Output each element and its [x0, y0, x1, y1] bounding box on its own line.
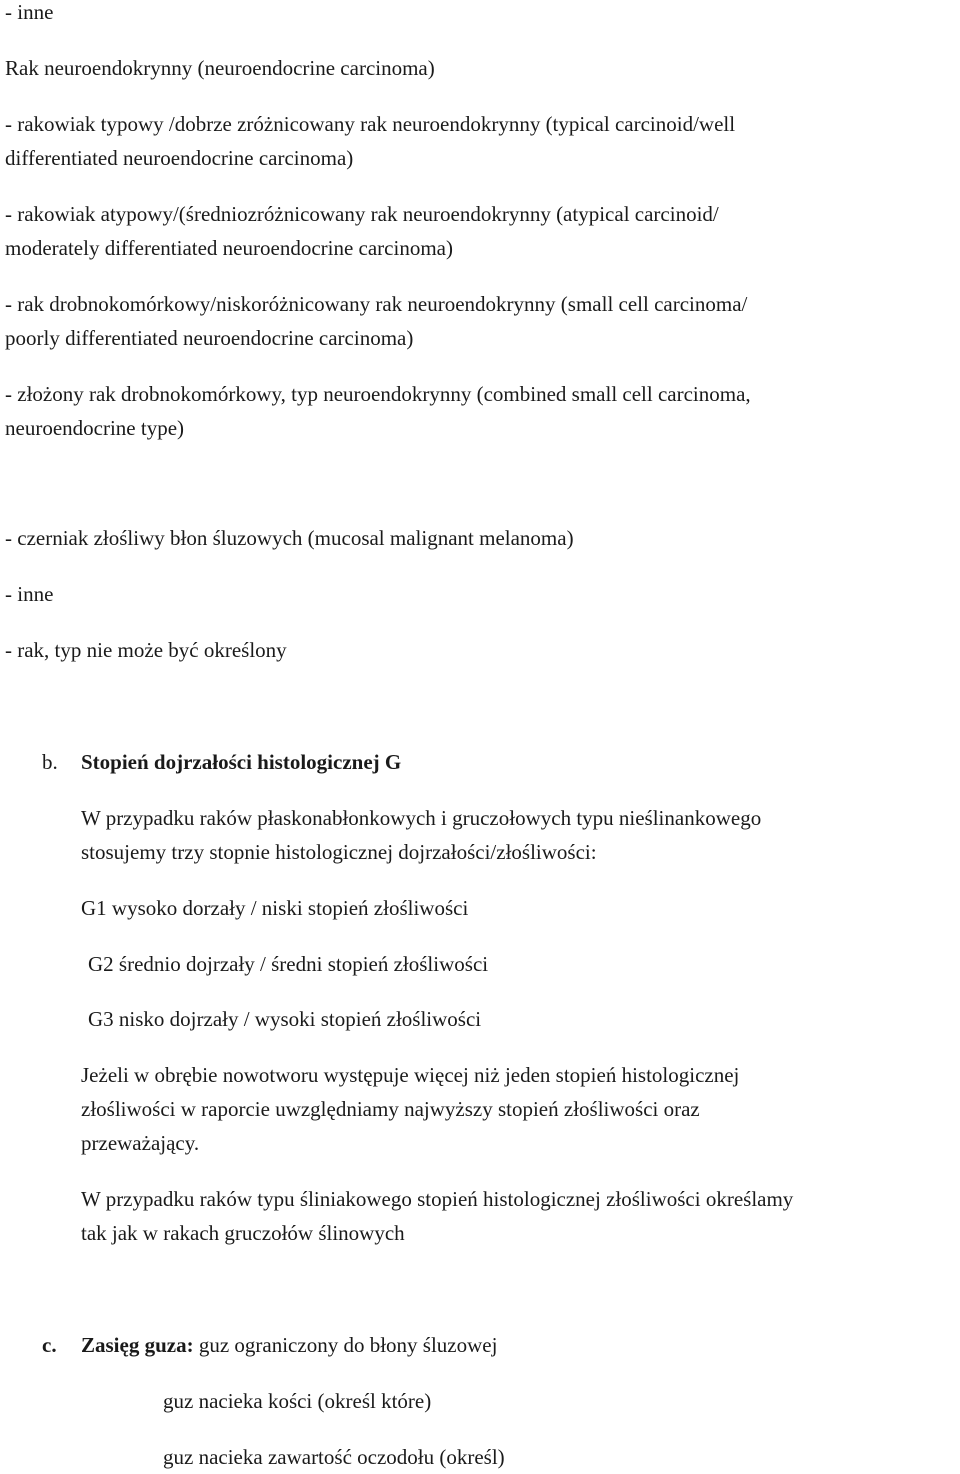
extent-option: guz nacieka zawartość oczodołu (określ): [163, 1445, 505, 1469]
neuroendocrine-heading: Rak neuroendokrynny (neuroendocrine carcinoma): [5, 56, 435, 80]
section-marker: c.: [42, 1333, 57, 1357]
paragraph-line: złośliwości w raporcie uwzględniamy najwyższy stopień złośliwości oraz: [81, 1097, 700, 1121]
extent-option: guz ograniczony do błony śluzowej: [193, 1333, 498, 1357]
extent-first-line: [81, 1328, 497, 1362]
paragraph-line: stosujemy trzy stopnie histologicznej dojrzałości/złośliwości:: [81, 840, 597, 864]
list-item-line: poorly differentiated neuroendocrine carcinoma): [5, 326, 414, 350]
paragraph-line: Jeżeli w obrębie nowotworu występuje więcej niż jeden stopień histologicznej: [81, 1063, 740, 1087]
list-item-line: moderately differentiated neuroendocrine carcinoma): [5, 236, 453, 260]
list-item-line: - rak drobnokomórkowy/niskoróżnicowany rak neuroendokrynny (small cell carcinoma/: [5, 292, 748, 316]
list-item-line: - rakowiak typowy /dobrze zróżnicowany rak neuroendokrynny (typical carcinoid/well: [5, 112, 736, 136]
section-label: Zasięg guza:: [81, 1333, 194, 1357]
list-item-line: - rakowiak atypowy/(średniozróżnicowany rak neuroendokrynny (atypical carcinoid/: [5, 202, 719, 226]
list-item-rak-typ: - rak, typ nie może być określony: [5, 638, 287, 662]
section-title: Stopień dojrzałości histologicznej G: [81, 750, 402, 774]
list-item-line: differentiated neuroendocrine carcinoma): [5, 146, 354, 170]
paragraph-line: tak jak w rakach gruczołów ślinowych: [81, 1221, 405, 1245]
paragraph-line: przeważający.: [81, 1131, 200, 1155]
list-item-inne: - inne: [5, 582, 54, 606]
list-item-inne: - inne: [5, 0, 54, 24]
grade-g3: G3 nisko dojrzały / wysoki stopień złośliwości: [88, 1007, 482, 1031]
grade-g1: G1 wysoko dorzały / niski stopień złośliwości: [81, 896, 469, 920]
extent-option: guz nacieka kości (określ które): [163, 1389, 432, 1413]
list-item-line: neuroendocrine type): [5, 416, 185, 440]
paragraph-line: W przypadku raków płaskonabłonkowych i gruczołowych typu nieślinankowego: [81, 806, 762, 830]
list-item-melanoma: - czerniak złośliwy błon śluzowych (mucosal malignant melanoma): [5, 526, 574, 550]
grade-g2: G2 średnio dojrzały / średni stopień złośliwości: [88, 952, 489, 976]
section-marker: b.: [42, 750, 58, 774]
list-item-line: - złożony rak drobnokomórkowy, typ neuroendokrynny (combined small cell carcinoma,: [5, 382, 751, 406]
paragraph-line: W przypadku raków typu śliniakowego stopień histologicznej złośliwości określamy: [81, 1187, 794, 1211]
